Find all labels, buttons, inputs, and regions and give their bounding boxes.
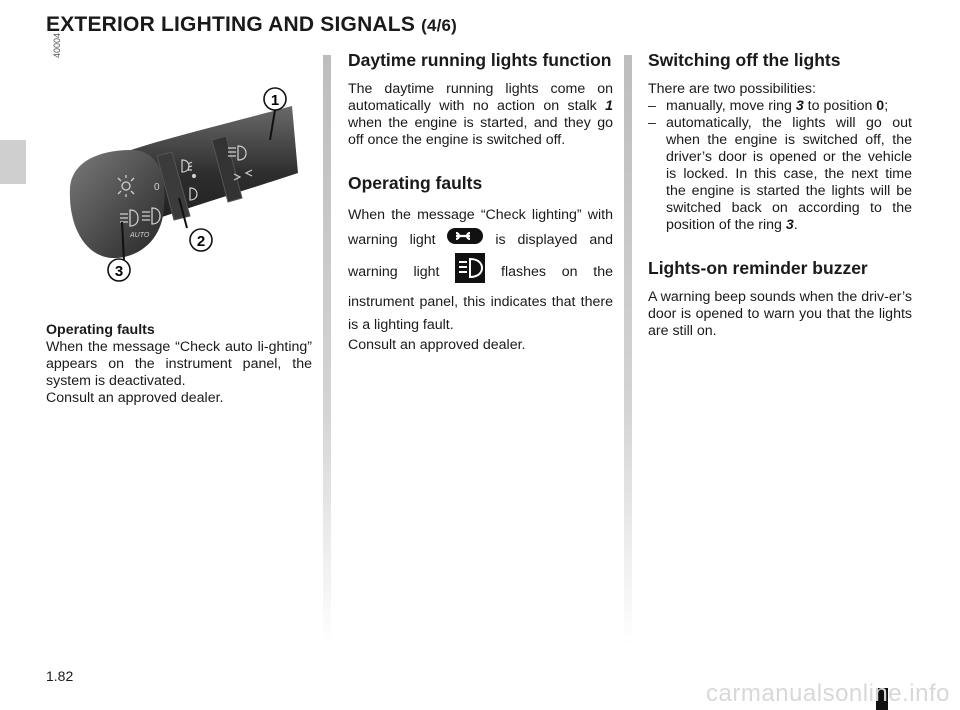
faults-dealer: Consult an approved dealer.: [348, 337, 526, 353]
left-column: [46, 322, 312, 407]
switching-intro: There are two possibilities:: [648, 81, 816, 97]
callout-1: [264, 88, 286, 110]
watermark: carmanualsonline.info: [706, 680, 950, 707]
stalk-ref: 1: [605, 98, 613, 114]
right-column: [648, 50, 912, 346]
page-number: 1.82: [46, 668, 74, 684]
faults-text: When the message “Check lighting” with warning light is displayed and warning light flashes on the instrument panel, this indicates that there is a lighting fault.: [348, 207, 613, 333]
daytime-text: The daytime running lights come on automatically with no action on stalk 1 when the engine is started, and they go off once the engine is switched off.: [348, 81, 613, 148]
caption-title: Operating faults: [46, 322, 155, 338]
buzzer-text: A warning beep sounds when the driv-er’s door is opened to warn you that the lights are still on.: [648, 289, 912, 339]
callout-3: [108, 259, 130, 281]
illustration-ref-code: 40004: [52, 32, 62, 58]
dipped-beam-warning-icon: [455, 253, 485, 291]
faults-heading: Operating faults: [348, 173, 483, 193]
section-tab: [0, 140, 26, 184]
callout-2: [190, 229, 212, 251]
middle-column: [348, 50, 613, 360]
page-title: EXTERIOR LIGHTING AND SIGNALS (4/6): [46, 13, 458, 36]
lighting-stalk-illustration: [62, 78, 302, 293]
list-item: – manually, move ring 3 to position 0;: [648, 98, 912, 115]
page-part: (4/6): [421, 16, 458, 35]
switching-list: [648, 98, 912, 234]
switching-heading: Switching off the lights: [648, 50, 841, 70]
ring-position-label: 0: [154, 182, 160, 193]
svg-text:3: 3: [114, 263, 124, 280]
service-wrench-warning-icon: [447, 227, 483, 253]
column-divider-2: [624, 55, 632, 645]
daytime-heading: Daytime running lights function: [348, 50, 612, 70]
list-item: – automatically, the lights will go out when the engine is switched off, the driver’s door is opened or the vehicle is locked. In this case, the next time the engine is started the lights will be switched back on according to the position of the ring 3.: [648, 115, 912, 234]
caption-dealer: Consult an approved dealer.: [46, 390, 224, 406]
caption-text: When the message “Check auto li-ghting” appears on the instrument panel, the system is deactivated.: [46, 339, 312, 389]
svg-text:1: 1: [270, 92, 280, 109]
column-divider-1: [323, 55, 331, 645]
buzzer-heading: Lights-on reminder buzzer: [648, 258, 868, 278]
auto-label: AUTO: [130, 232, 150, 239]
svg-text:2: 2: [196, 233, 206, 250]
lighting-stalk-drawing: [62, 78, 302, 288]
